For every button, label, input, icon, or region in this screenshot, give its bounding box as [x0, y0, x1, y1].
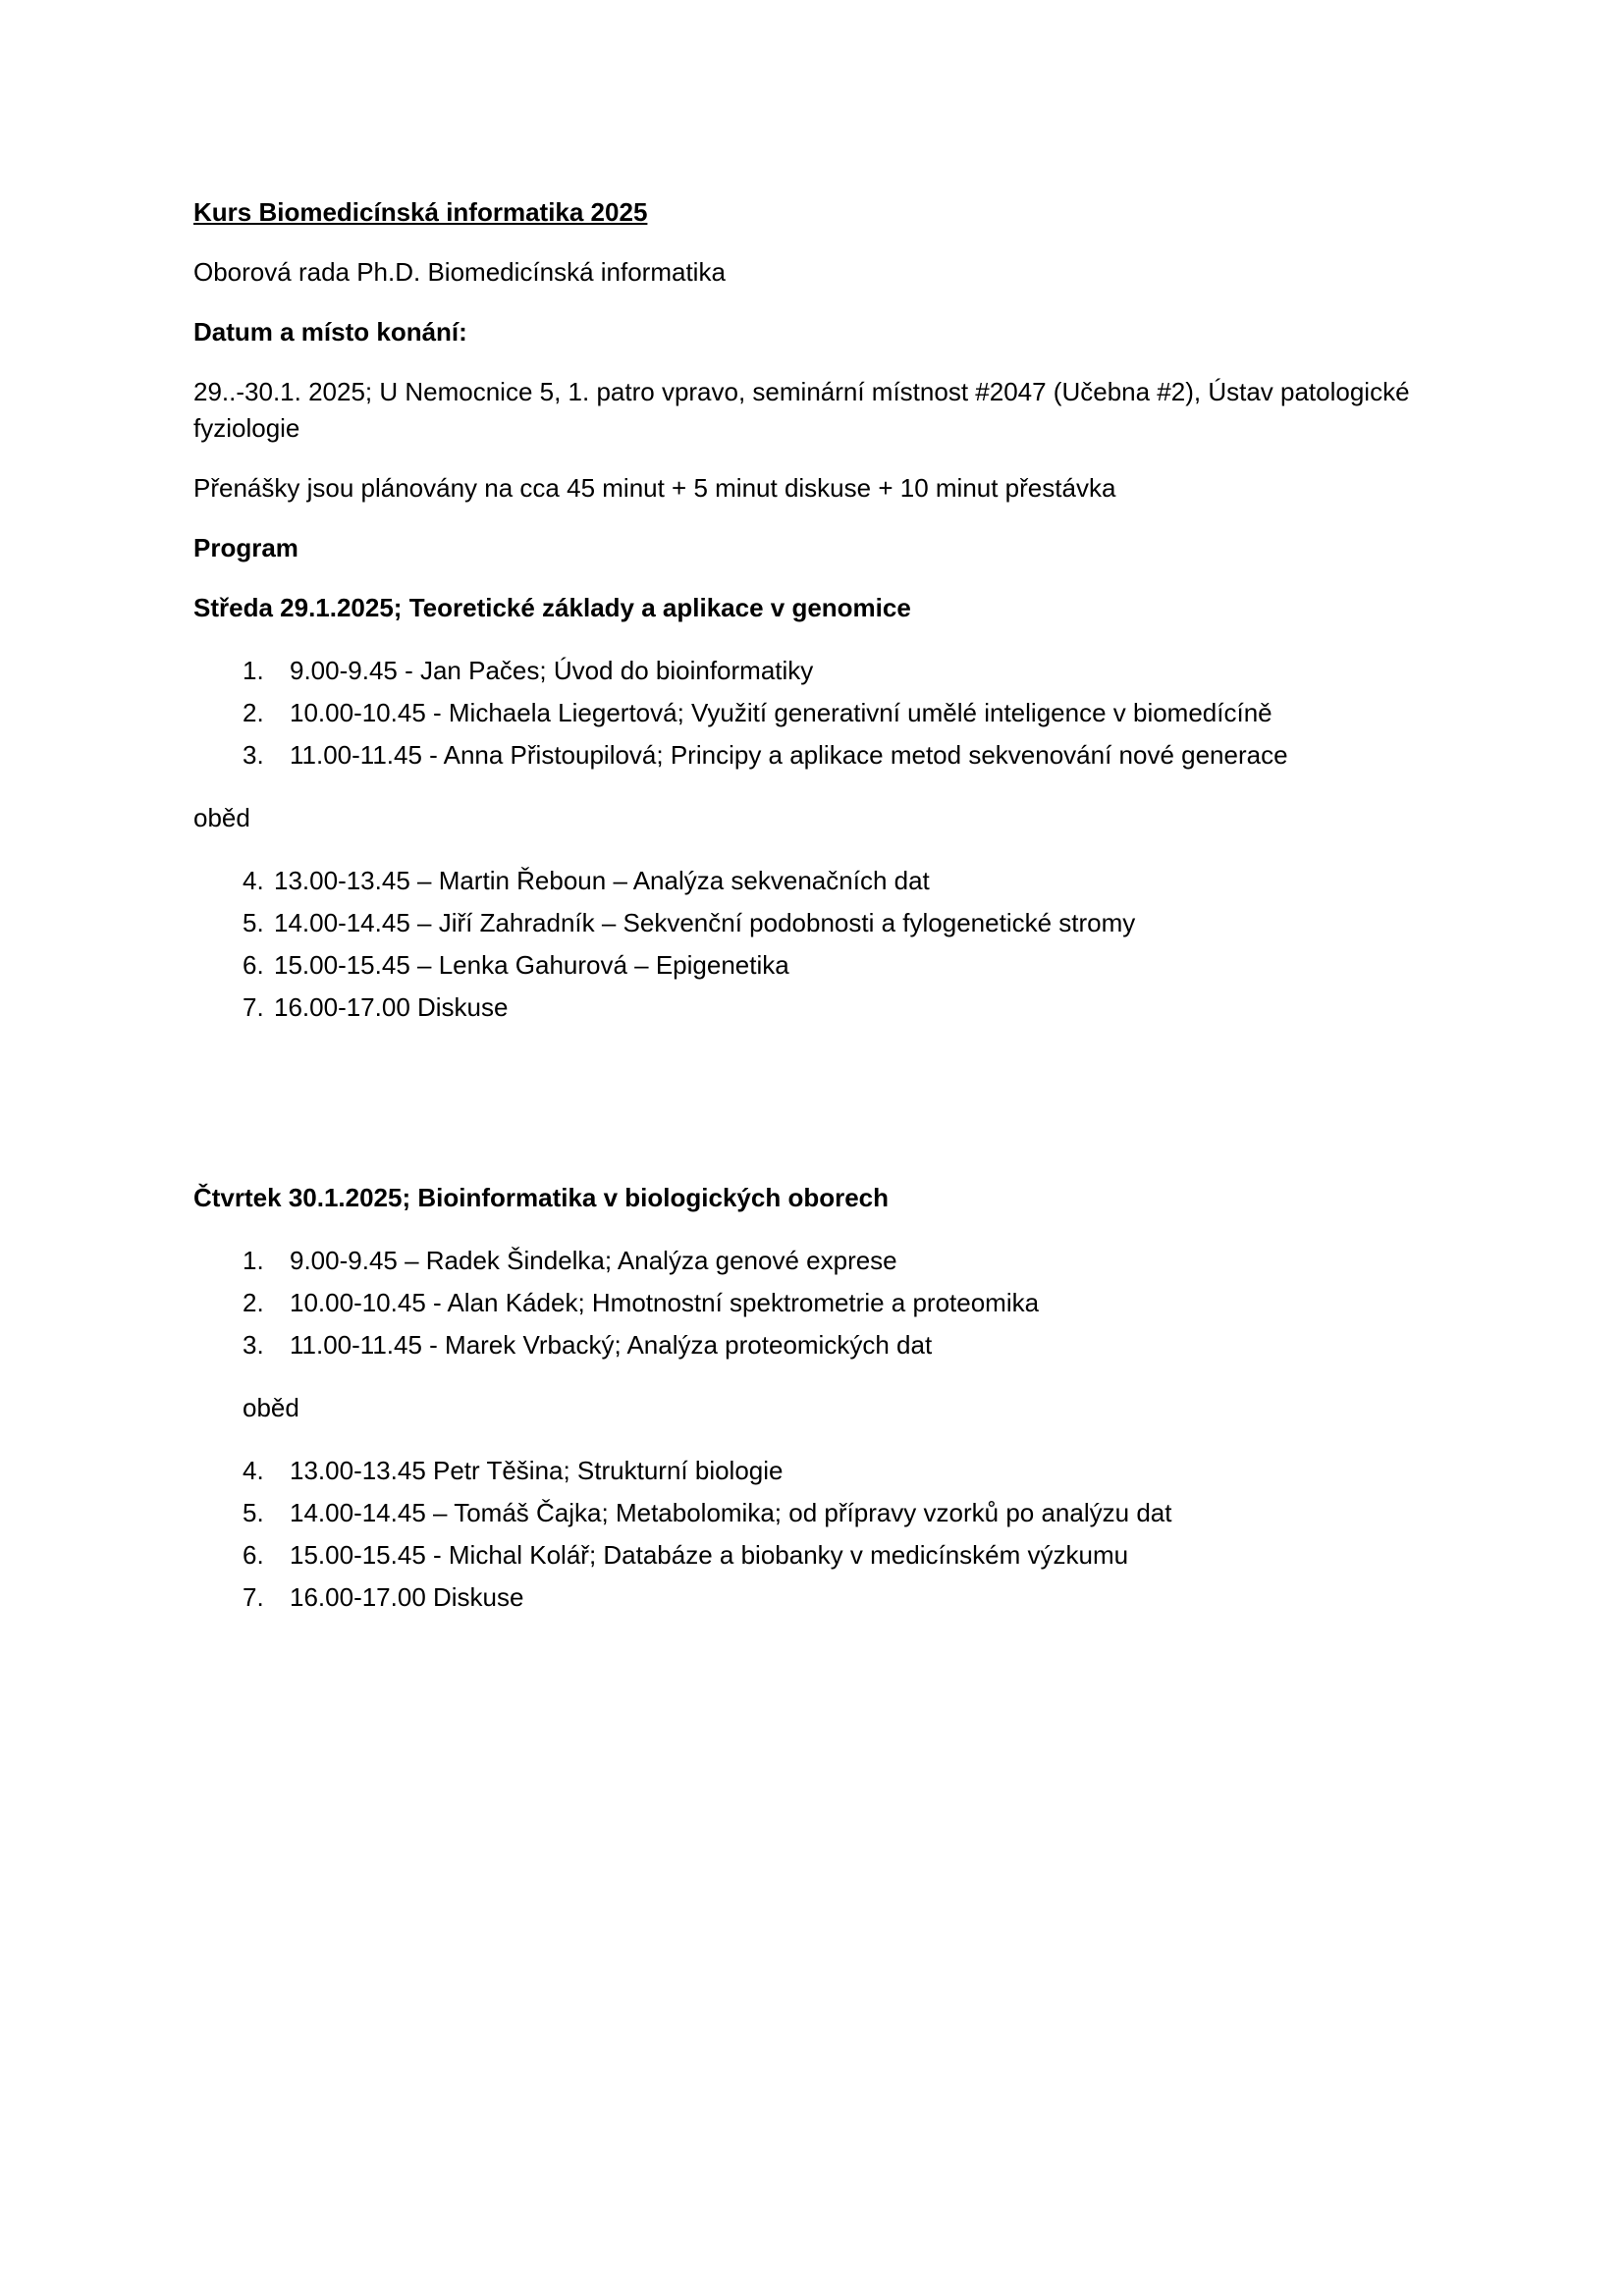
- date-place-label: Datum a místo konání:: [193, 317, 467, 347]
- list-item: [193, 1282, 1431, 1324]
- list-item-text: 15.00-15.45 - Michal Kolář; Databáze a biobanky v medicínském výzkumu: [290, 1540, 1129, 1570]
- day2-heading: Čtvrtek 30.1.2025; Bioinformatika v biologických oborech: [193, 1183, 890, 1212]
- day2-lunch: oběd: [243, 1393, 299, 1422]
- document-subtitle: Oborová rada Ph.D. Biomedicínská informatika: [193, 257, 726, 287]
- list-item-number: 3.: [243, 1330, 264, 1360]
- list-item-number: 3.: [243, 740, 264, 770]
- list-item-number: 7.: [243, 1582, 264, 1612]
- list-item-text: 10.00-10.45 - Alan Kádek; Hmotnostní spektrometrie a proteomika: [290, 1288, 1040, 1317]
- list-item-text: 9.00-9.45 – Radek Šindelka; Analýza genové exprese: [290, 1246, 897, 1275]
- day1-heading: Středa 29.1.2025; Teoretické základy a aplikace v genomice: [193, 593, 911, 622]
- list-item: [193, 650, 1431, 692]
- list-item-number: 1.: [243, 1246, 264, 1275]
- list-item: [193, 692, 1431, 734]
- list-item-number: 1.: [243, 656, 264, 685]
- list-item: [193, 987, 1431, 1029]
- day2-afternoon-list: [193, 1450, 1431, 1619]
- document-content: [193, 194, 1431, 1642]
- list-item-text: 14.00-14.45 – Jiří Zahradník – Sekvenční podobnosti a fylogenetické stromy: [274, 908, 1136, 937]
- list-item: [193, 1240, 1431, 1282]
- list-item: [193, 1534, 1431, 1576]
- list-item: [193, 1450, 1431, 1492]
- list-item: [193, 944, 1431, 987]
- list-item: [193, 1576, 1431, 1619]
- list-item: [193, 1492, 1431, 1534]
- list-item-text: 16.00-17.00 Diskuse: [290, 1582, 524, 1612]
- list-item-text: 14.00-14.45 – Tomáš Čajka; Metabolomika; od přípravy vzorků po analýzu dat: [290, 1498, 1172, 1527]
- list-item-number: 5.: [243, 1498, 264, 1527]
- list-item-number: 7.: [243, 992, 264, 1022]
- lecture-duration-note: Přenášky jsou plánovány na cca 45 minut + 5 minut diskuse + 10 minut přestávka: [193, 473, 1116, 503]
- list-item-text: 9.00-9.45 - Jan Pačes; Úvod do bioinformatiky: [290, 656, 814, 685]
- list-item-number: 5.: [243, 908, 264, 937]
- day2-morning-list: [193, 1240, 1431, 1366]
- list-item-text: 10.00-10.45 - Michaela Liegertová; Využití generativní umělé inteligence v biomedícíně: [290, 698, 1272, 727]
- list-item-text: 15.00-15.45 – Lenka Gahurová – Epigenetika: [274, 950, 789, 980]
- list-item-text: 13.00-13.45 – Martin Řeboun – Analýza sekvenačních dat: [274, 866, 930, 895]
- list-item-number: 2.: [243, 698, 264, 727]
- section-spacer: [193, 1052, 1431, 1180]
- list-item-text: 11.00-11.45 - Marek Vrbacký; Analýza proteomických dat: [290, 1330, 933, 1360]
- list-item-text: 11.00-11.45 - Anna Přistoupilová; Principy a aplikace metod sekvenování nové generace: [290, 740, 1288, 770]
- list-item-number: 4.: [243, 1456, 264, 1485]
- list-item-number: 2.: [243, 1288, 264, 1317]
- list-item: [193, 860, 1431, 902]
- document-title: Kurs Biomedicínská informatika 2025: [193, 197, 648, 227]
- list-item-number: 4.: [243, 866, 264, 895]
- date-place-text: 29..-30.1. 2025; U Nemocnice 5, 1. patro vpravo, seminární místnost #2047 (Učebna #2), Ústav patologické fyziologie: [193, 377, 1410, 443]
- program-label: Program: [193, 533, 298, 562]
- list-item: [193, 734, 1431, 776]
- day1-lunch: oběd: [193, 803, 250, 832]
- list-item-number: 6.: [243, 950, 264, 980]
- list-item-text: 16.00-17.00 Diskuse: [274, 992, 509, 1022]
- list-item-number: 6.: [243, 1540, 264, 1570]
- day1-afternoon-list: [193, 860, 1431, 1029]
- list-item: [193, 902, 1431, 944]
- list-item-text: 13.00-13.45 Petr Těšina; Strukturní biologie: [290, 1456, 784, 1485]
- list-item: [193, 1324, 1431, 1366]
- day1-morning-list: [193, 650, 1431, 776]
